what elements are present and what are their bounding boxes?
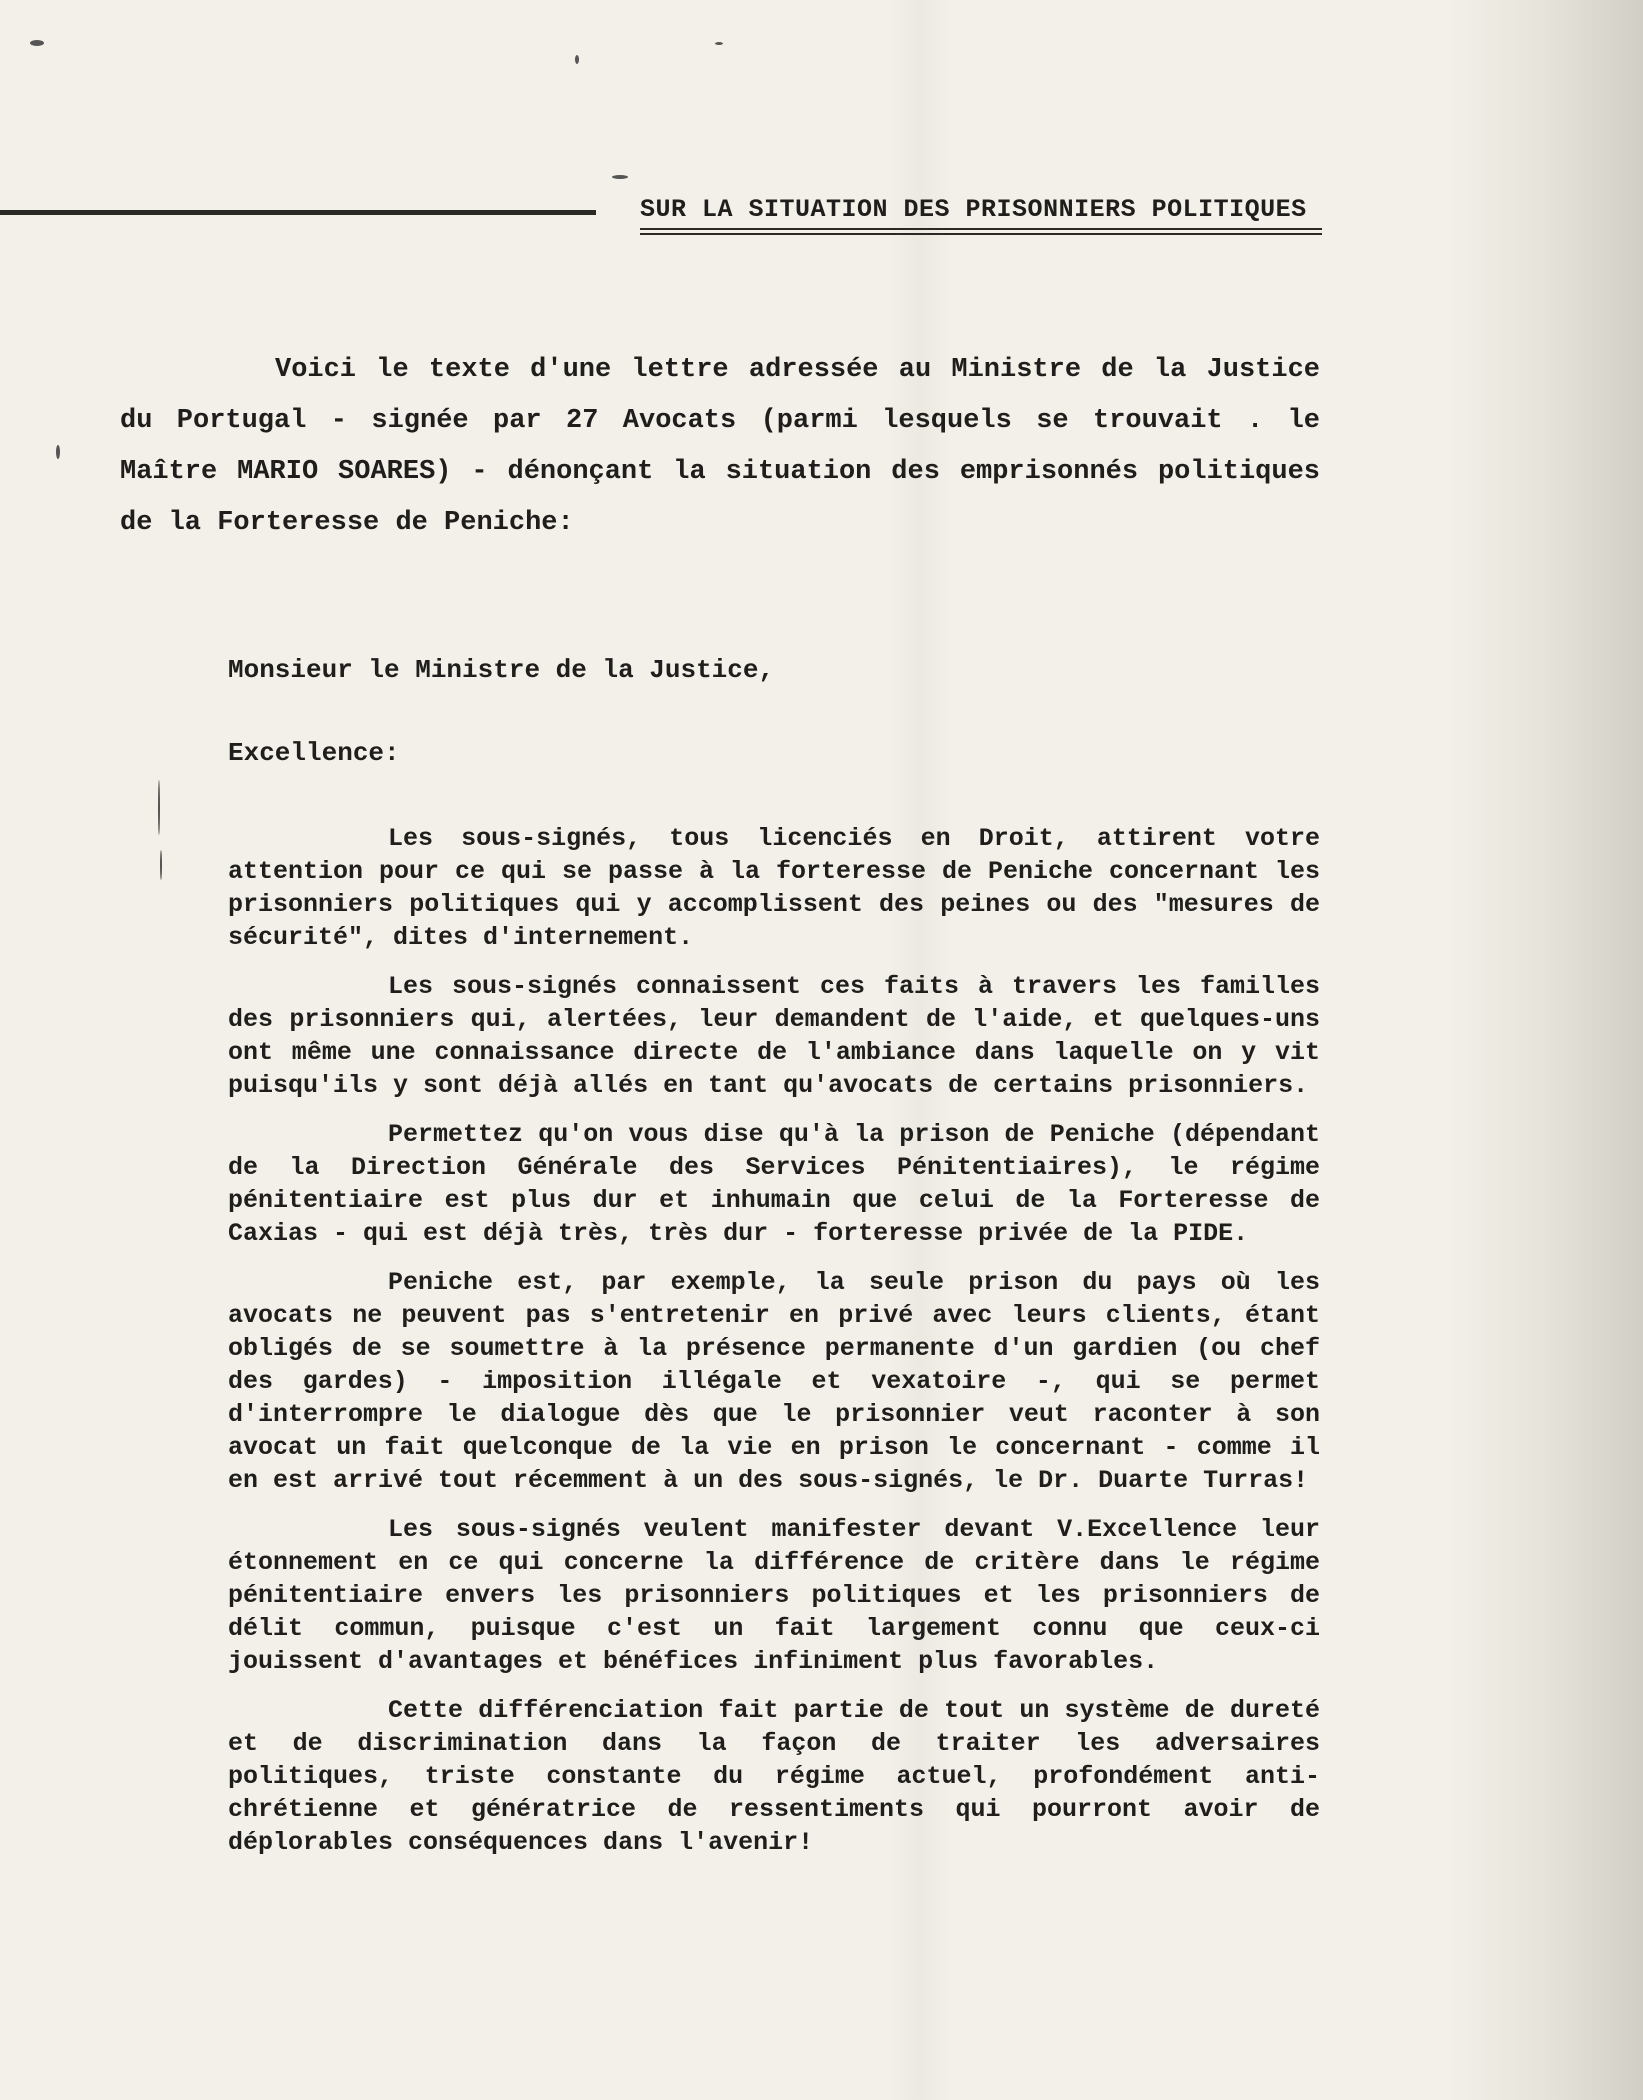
document-title: SUR LA SITUATION DES PRISONNIERS POLITIQUES — [640, 195, 1307, 224]
letter-paragraph: Les sous-signés connaissent ces faits à travers les familles des prisonniers qui, alertées, leur demandent de l'aide, et quelques-uns ont même une connaissance directe de l'ambiance dans laquelle on y vit puisqu'ils y sont déjà allés en tant qu'avocats de certains prisonniers. — [228, 972, 1320, 1100]
scan-speck — [612, 175, 628, 179]
title-double-underline — [640, 228, 1322, 235]
letter-salutation: Monsieur le Ministre de la Justice, — [228, 655, 775, 685]
letter-paragraph: Cette différenciation fait partie de tout un système de dureté et de discrimination dans la façon de traiter les adversaires politiques, triste constante du régime actuel, profondément anti-chrétienne et génératrice de ressentiments qui pourront avoir de déplorables conséquences dans l'avenir! — [228, 1696, 1320, 1857]
scan-speck — [575, 55, 579, 64]
scan-speck — [30, 40, 44, 46]
scan-speck — [160, 850, 162, 880]
letter-body — [228, 822, 1320, 1875]
scan-speck — [158, 780, 160, 835]
letter-paragraph: Permettez qu'on vous dise qu'à la prison de Peniche (dépendant de la Direction Générale des Services Pénitentiaires), le régime pénitentiaire est plus dur et inhumain que celui de la Forteresse de Caxias - qui est déjà très, très dur - forteresse privée de la PIDE. — [228, 1120, 1320, 1248]
scan-speck — [715, 42, 723, 45]
header-rule — [0, 210, 596, 215]
letter-paragraph: Peniche est, par exemple, la seule prison du pays où les avocats ne peuvent pas s'entretenir en privé avec leurs clients, étant obligés de se soumettre à la présence permanente d'un gardien (ou chef des gardes) - imposition illégale et vexatoire -, qui se permet d'interrompre le dialogue dès que le prisonnier veut raconter à son avocat un fait quelconque de la vie en prison le concernant - comme il en est arrivé tout récemment à un des sous-signés, le Dr. Duarte Turras! — [228, 1268, 1320, 1495]
letter-paragraph: Les sous-signés veulent manifester devant V.Excellence leur étonnement en ce qui concerne la différence de critère dans le régime pénitentiaire envers les prisonniers politiques et les prisonniers de délit commun, puisque c'est un fait largement connu que ceux-ci jouissent d'avantages et bénéfices infiniment plus favorables. — [228, 1515, 1320, 1676]
letter-address: Excellence: — [228, 738, 400, 768]
scan-speck — [56, 445, 60, 459]
letter-paragraph: Les sous-signés, tous licenciés en Droit, attirent votre attention pour ce qui se passe à la forteresse de Peniche concernant les prisonniers politiques qui y accomplissent des peines ou des "mesures de sécurité", dites d'internement. — [228, 824, 1320, 952]
intro-paragraph: Voici le texte d'une lettre adressée au Ministre de la Justice du Portugal - signée par 27 Avocats (parmi lesquels se trouvait . le Maître MARIO SOARES) - dénonçant la situation des emprisonnés politiques de la Forteresse de Peniche: — [120, 355, 1320, 538]
